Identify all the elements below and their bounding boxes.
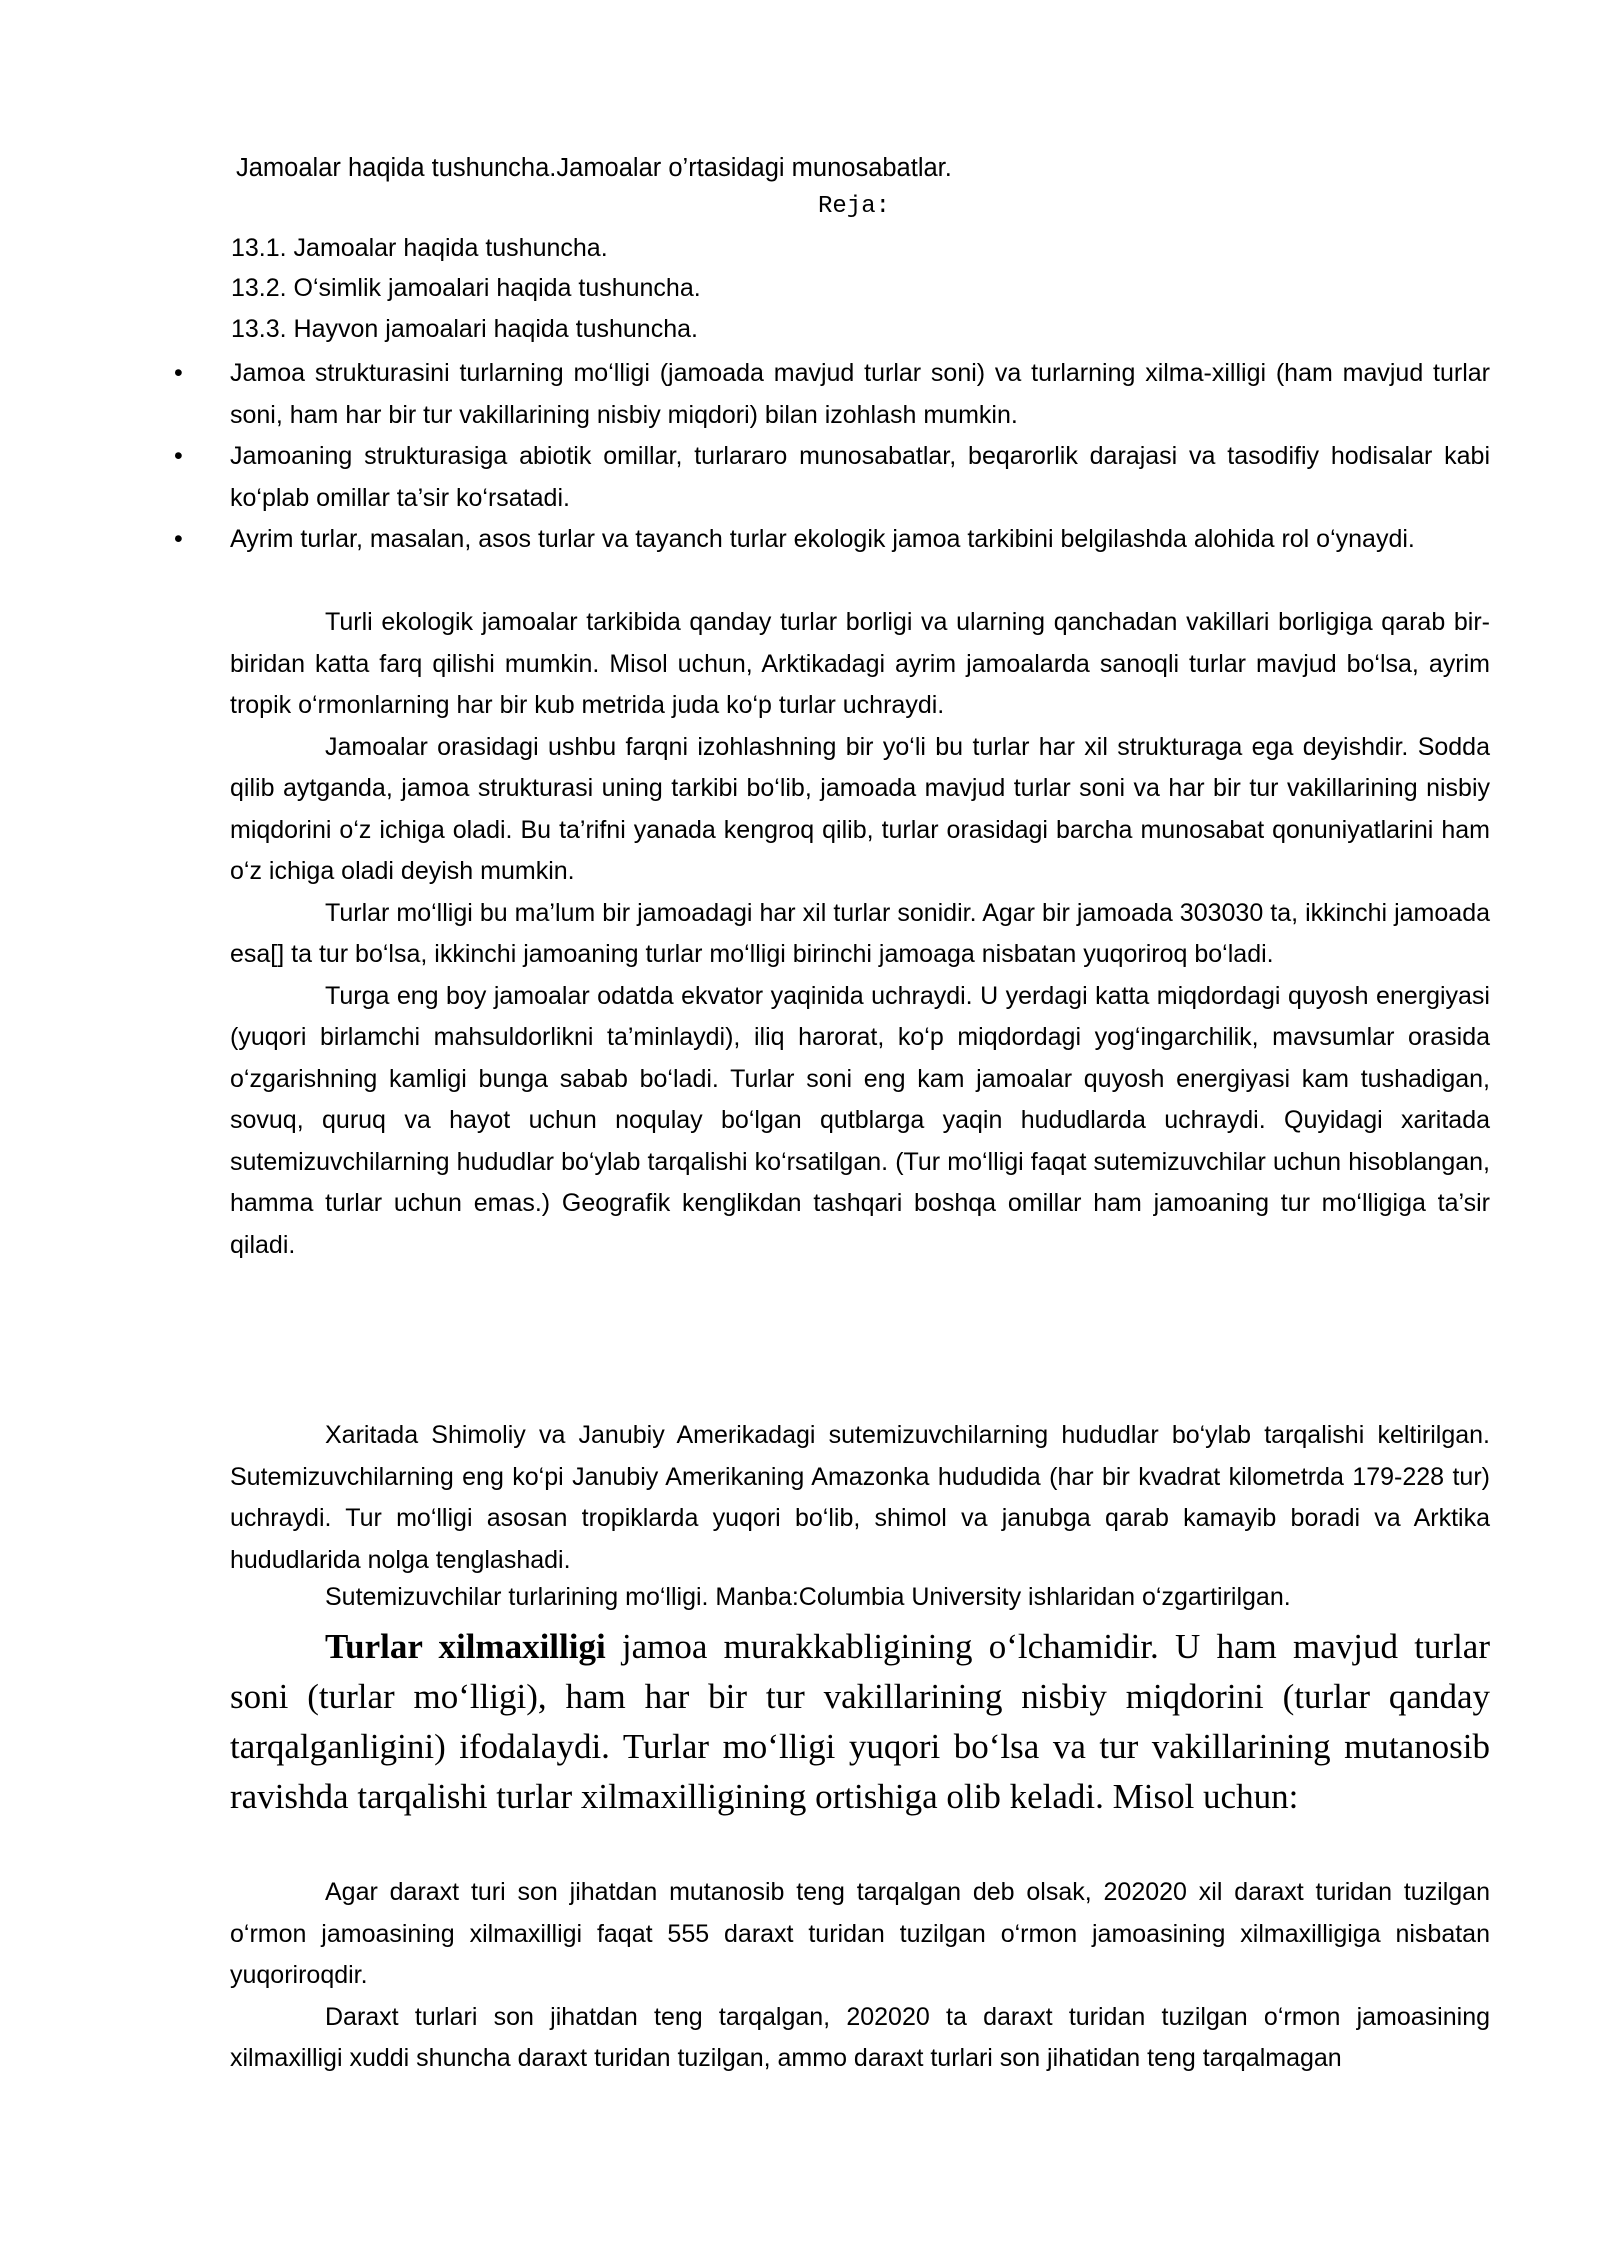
examples-section xyxy=(230,1872,1490,2080)
paragraph-1: Turli ekologik jamoalar tarkibida qanday turlar borligi va ularning qanchadan vakillari borligiga qarab bir-biridan katta farq qilishi mumkin. Misol uchun, Arktikadagi ayrim jamoalarda sanoqli turlar mavjud bo‘lsa, ayrim tropik o‘rmonlarning har bir kub metrida juda ko‘p turlar uchraydi. xyxy=(230,608,1490,719)
bullet-text: Jamoa strukturasini turlarning mo‘lligi (jamoada mavjud turlar soni) va turlarning xilma-xilligi (ham mavjud turlar soni, ham har bir tur vakillarining nisbiy miqdori) bilan izohlash mumkin. xyxy=(230,359,1490,429)
map-source-caption: Sutemizuvchilar turlarining mo‘lligi. Manba:Columbia University ishlaridan o‘zgartirilgan. xyxy=(325,1583,1291,1611)
paragraph-4: Turga eng boy jamoalar odatda ekvator yaqinida uchraydi. U yerdagi katta miqdordagi quyosh energiyasi (yuqori birlamchi mahsuldorlikni ta’minlaydi), iliq harorat, ko‘p miqdordagi yog‘ingarchilik, mavsumlar orasida o‘zgarishning kamligi bunga sabab bo‘ladi. Turlar soni eng kam jamoalar quyosh energiyasi kam tushadigan, sovuq, quruq va hayot uchun noqulay bo‘lgan qutblarga yaqin hududlarda uchraydi. Quyidagi xaritada sutemizuvchilarning hududlar bo‘ylab tarqalishi ko‘rsatilgan. (Tur mo‘lligi faqat sutemizuvchilar uchun hisoblangan, hamma turlar uchun emas.) Geografik kenglikdan tashqari boshqa omillar ham jamoaning tur mo‘lligiga ta’sir qiladi. xyxy=(230,981,1490,1259)
diversity-section xyxy=(230,1622,1490,1822)
toc-item-3: 13.3. Hayvon jamoalari haqida tushuncha. xyxy=(231,315,698,343)
body-section-1 xyxy=(230,602,1490,1266)
diversity-term: Turlar xilmaxilligi xyxy=(325,1627,606,1666)
plan-heading: Reja: xyxy=(818,193,891,220)
paragraph-2: Jamoalar orasidagi ushbu farqni izohlashning bir yo‘li bu turlar har xil strukturaga ega deyishdir. Sodda qilib aytganda, jamoa strukturasi uning tarkibi bo‘lib, jamoada mavjud turlar soni va har bir tur vakillarining nisbiy miqdorini o‘z ichiga oladi. Bu ta’rifni yanada kengroq qilib, turlar orasidagi barcha munosabat qonuniyatlarini ham o‘z ichiga oladi deyish mumkin. xyxy=(230,732,1490,885)
map-description xyxy=(230,1415,1490,1581)
example-1: Agar daraxt turi son jihatdan mutanosib teng tarqalgan deb olsak, 202020 xil daraxt turidan tuzilgan o‘rmon jamoasining xilmaxilligi faqat 555 daraxt turidan tuzilgan o‘rmon jamoasining xilmaxilligiga nisbatan yuqoriroqdir. xyxy=(230,1878,1490,1989)
bullet-item-3 xyxy=(174,519,1490,561)
bullet-item-2 xyxy=(174,436,1490,519)
bullet-marker: • xyxy=(174,442,183,470)
bullet-list xyxy=(174,353,1490,561)
paragraph-3: Turlar mo‘lligi bu ma’lum bir jamoadagi har xil turlar sonidir. Agar bir jamoada 303030 ta, ikkinchi jamoada esa[] ta tur bo‘lsa, ikkinchi jamoaning turlar mo‘lligi birinchi jamoaga nisbatan yuqoriroq bo‘ladi. xyxy=(230,898,1490,968)
document-title: Jamoalar haqida tushuncha.Jamoalar o’rtasidagi munosabatlar. xyxy=(236,154,952,182)
bullet-text: Ayrim turlar, masalan, asos turlar va tayanch turlar ekologik jamoa tarkibini belgilashda alohida rol o‘ynaydi. xyxy=(230,525,1415,553)
bullet-marker: • xyxy=(174,359,183,387)
diversity-paragraph xyxy=(230,1622,1490,1822)
toc-item-2: 13.2. O‘simlik jamoalari haqida tushuncha. xyxy=(231,274,701,302)
bullet-text: Jamoaning strukturasiga abiotik omillar, turlararo munosabatlar, beqarorlik darajasi va tasodifiy hodisalar kabi ko‘plab omillar ta’sir ko‘rsatadi. xyxy=(230,442,1490,512)
paragraph-5: Xaritada Shimoliy va Janubiy Amerikadagi sutemizuvchilarning hududlar bo‘ylab tarqalishi keltirilgan. Sutemizuvchilarning eng ko‘pi Janubiy Amerikaning Amazonka hududida (har bir kvadrat kilometrda 179-228 tur) uchraydi. Tur mo‘lligi asosan tropiklarda yuqori bo‘lib, shimol va janubga qarab kamayib boradi va Arktika hududlarida nolga tenglashadi. xyxy=(230,1421,1490,1574)
bullet-item-1 xyxy=(174,353,1490,436)
toc-item-1: 13.1. Jamoalar haqida tushuncha. xyxy=(231,234,608,262)
example-2: Daraxt turlari son jihatdan teng tarqalgan, 202020 ta daraxt turidan tuzilgan o‘rmon jamoasining xilmaxilligi xuddi shuncha daraxt turidan tuzilgan, ammo daraxt turlari son jihatidan teng tarqalmagan xyxy=(230,2002,1490,2072)
bullet-marker: • xyxy=(174,525,183,553)
diversity-text: jamoa murakkabligining o‘lchamidir. U ham mavjud turlar soni (turlar mo‘lligi), ham har bir tur vakillarining nisbiy miqdorini (turlar qanday tarqalganligini) ifodalaydi. Turlar mo‘lligi yuqori bo‘lsa va tur vakillarining mutanosib ravishda tarqalishi turlar xilmaxilligining ortishiga olib keladi. Misol uchun: xyxy=(230,1627,1490,1816)
